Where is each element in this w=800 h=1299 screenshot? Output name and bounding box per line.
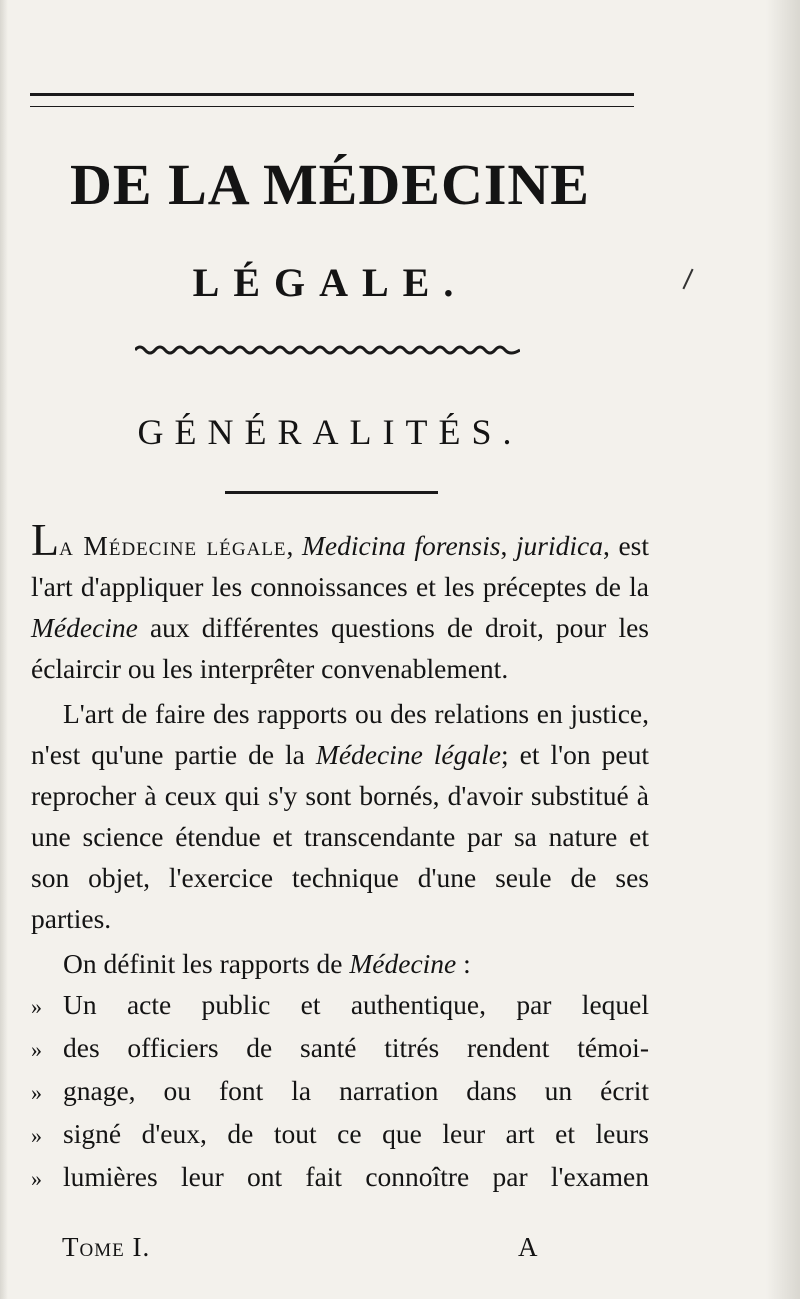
quote-mark: » — [31, 1037, 42, 1062]
p1-italic-juridica: juridica — [515, 530, 603, 561]
quote-text: gnage, ou font la narration dans un écrit — [63, 1075, 649, 1106]
lead-smallcaps: a Médecine légale — [59, 530, 287, 561]
p1-sep2: , — [500, 530, 516, 561]
p1-sep1: , — [286, 530, 302, 561]
quote-text: des officiers de santé titrés rendent témoi- — [63, 1032, 649, 1063]
quote-line — [31, 984, 649, 1027]
drop-cap: L — [31, 514, 60, 565]
pencil-mark — [682, 269, 693, 290]
definition-quote — [31, 984, 649, 1199]
quote-line — [31, 1156, 649, 1199]
quote-text: signé d'eux, de tout ce que leur art et leurs — [63, 1118, 649, 1149]
p1-text: , est l'art d'appliquer les connoissances et les préceptes de la — [31, 530, 649, 602]
p2-italic: Médecine légale — [315, 739, 501, 770]
quote-text: Un acte public et authentique, par lequel — [63, 989, 649, 1020]
quote-line — [31, 1070, 649, 1113]
p3-text: On définit les rapports de — [63, 948, 350, 979]
quote-mark: » — [31, 1123, 42, 1148]
p1-italic-latin: Medicina forensis — [301, 530, 501, 561]
volume-label: Tome I. — [62, 1232, 151, 1262]
p3-text-end: : — [456, 948, 471, 979]
signature-mark: A — [518, 1232, 538, 1262]
page-title-line2: LÉGALE. — [192, 260, 468, 305]
paragraph-3 — [31, 943, 649, 984]
page-gutter-shadow — [766, 0, 800, 1299]
quote-mark: » — [31, 1080, 42, 1105]
wavy-ornament-rule — [135, 343, 520, 357]
page-title-line1: DE LA MÉDECINE — [70, 152, 590, 217]
section-rule — [225, 491, 438, 494]
body-text — [31, 514, 649, 1199]
quote-line — [31, 1027, 649, 1070]
section-title: GÉNÉRALITÉS. — [137, 412, 523, 452]
p1-italic-medecine: Médecine — [31, 612, 138, 643]
quote-line — [31, 1113, 649, 1156]
p3-italic: Médecine — [349, 948, 457, 979]
quote-mark: » — [31, 994, 42, 1019]
p1-text-end: aux différentes questions de droit, pour les éclaircir ou les interprêter convenablement. — [31, 612, 649, 684]
paragraph-2 — [31, 693, 649, 939]
quote-text: lumières leur ont fait connoître par l'examen — [63, 1161, 649, 1192]
quote-mark: » — [31, 1166, 42, 1191]
p2-text: L'art de faire des rapports ou des relations en justice, n'est qu'une partie de la — [31, 698, 649, 770]
paragraph-1 — [31, 514, 649, 689]
p2-text-end: ; et l'on peut reprocher à ceux qui s'y sont bornés, d'avoir substitué à une science étendue et transcendante par sa nature et son objet, l'exercice technique d'une seule de ses parties. — [31, 739, 649, 934]
header-double-rule — [30, 93, 634, 107]
